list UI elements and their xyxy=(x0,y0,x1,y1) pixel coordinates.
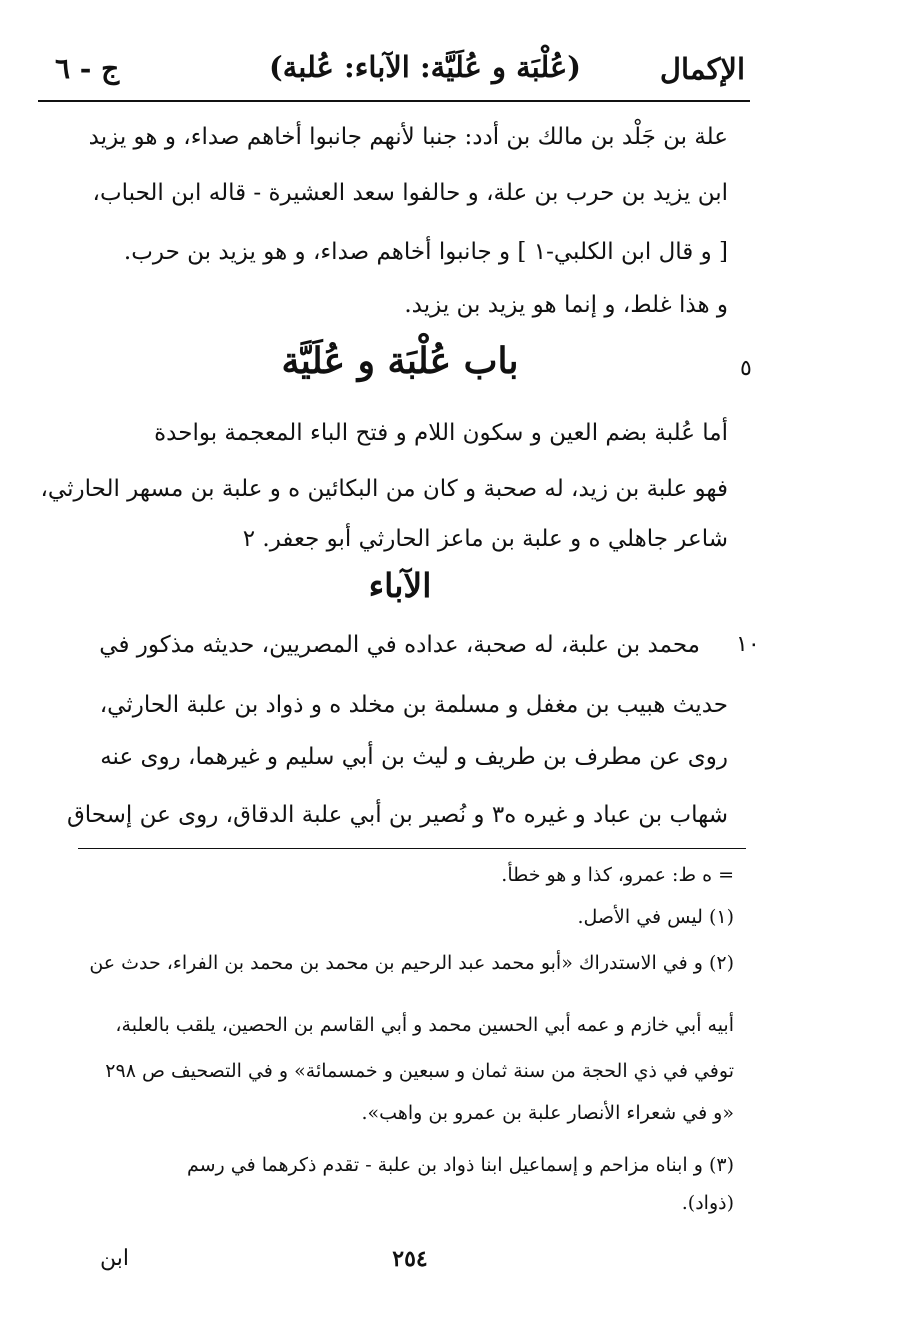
footnote-line: (ذواد). xyxy=(681,1192,734,1214)
text-line: [ و قال ابن الكلبي-١ ] و جانبوا أخاهم صداء، و هو يزيد بن حرب. xyxy=(123,239,728,265)
text-line: شهاب بن عباد و غيره ه٣ و نُصير بن أبي علبة الدقاق، روى عن إسحاق xyxy=(66,802,728,828)
text-line: فهو علبة بن زيد، له صحبة و كان من البكائين ه و علبة بن مسهر الحارثي، xyxy=(40,476,728,502)
line-number-marker: ١٠ xyxy=(736,632,760,657)
footnote-line: (١) ليس في الأصل. xyxy=(577,906,734,928)
volume-label: ج - ٦ xyxy=(55,52,120,85)
header-rule xyxy=(38,100,750,102)
text-line: علة بن جَلْد بن مالك بن أدد: جنبا لأنهم جانبوا أخاهم صداء، و هو يزيد xyxy=(88,124,728,150)
text-line: روى عن مطرف بن طريف و ليث بن أبي سليم و غيرهما، روى عنه xyxy=(100,744,728,770)
running-header xyxy=(55,50,745,94)
footnote-line: (٢) و في الاستدراك «أبو محمد عبد الرحيم بن محمد بن محمد بن الفراء، حدث عن xyxy=(89,952,734,974)
catchword: ابن xyxy=(100,1246,129,1271)
text-line: شاعر جاهلي ه و علبة بن ماعز الحارثي أبو جعفر. ٢ xyxy=(242,526,728,552)
footnote-line: «و في شعراء الأنصار علبة بن عمرو بن واهب». xyxy=(361,1102,734,1124)
footnote-line: = ه ط: عمرو، كذا و هو خطأ. xyxy=(501,864,734,886)
footnote-line: توفي في ذي الحجة من سنة ثمان و سبعين و خمسمائة» و في التصحيف ص ٢٩٨ xyxy=(105,1060,734,1082)
page-number: ٢٥٤ xyxy=(392,1246,428,1272)
line-number-marker: ٥ xyxy=(740,356,752,381)
subsection-heading: الآباء xyxy=(368,566,432,605)
text-line: محمد بن علبة، له صحبة، عداده في المصريين، حديثه مذكور في xyxy=(99,632,700,658)
text-line: و هذا غلط، و إنما هو يزيد بن يزيد. xyxy=(404,292,728,318)
footnote-line: (٣) و ابناه مزاحم و إسماعيل ابنا ذواد بن علبة - تقدم ذكرهما في رسم xyxy=(186,1154,734,1176)
chapter-heading: باب عُلْبَة و عُلَيَّة xyxy=(281,340,519,382)
text-line: حديث هبيب بن مغفل و مسلمة بن مخلد ه و ذواد بن علبة الحارثي، xyxy=(99,692,728,718)
text-line: أما عُلبة بضم العين و سكون اللام و فتح الباء المعجمة بواحدة xyxy=(154,420,728,446)
footnote-line: أبيه أبي خازم و عمه أبي الحسين محمد و أبي القاسم بن الحصين، يلقب بالعلبة، xyxy=(115,1014,734,1036)
footnote-rule xyxy=(78,848,746,849)
section-title: (عُلْبَة و عُلَيَّة: الآباء: عُلبة) xyxy=(269,50,581,84)
book-title: الإكمال xyxy=(659,52,745,86)
text-line: ابن يزيد بن حرب بن علة، و حالفوا سعد العشيرة - قاله ابن الحباب، xyxy=(92,180,728,206)
